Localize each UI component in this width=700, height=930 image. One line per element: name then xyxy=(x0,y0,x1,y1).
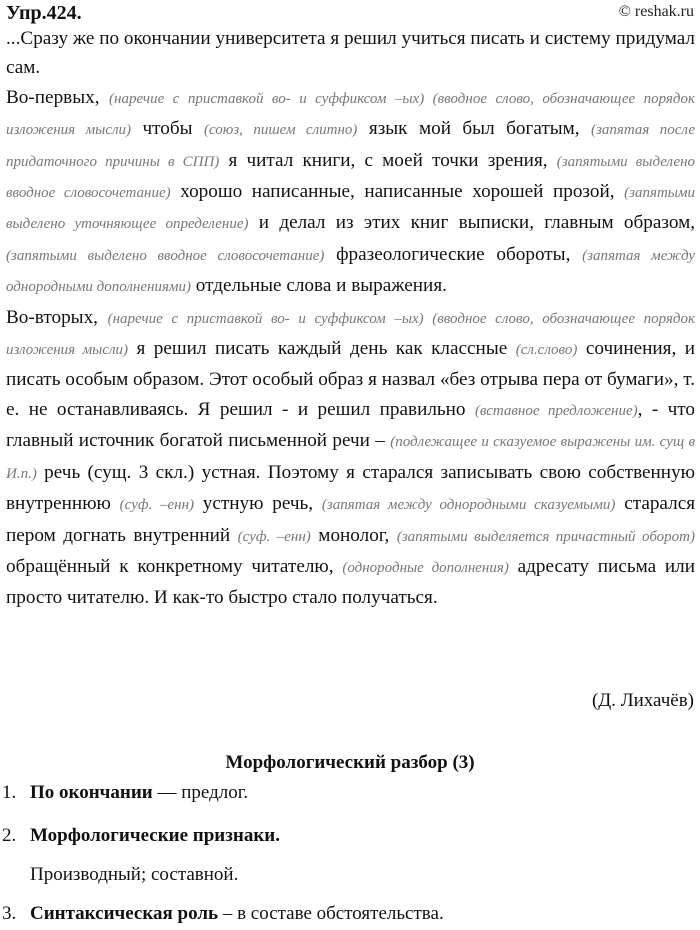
intro-paragraph: ...Сразу же по окончании университета я решил учиться писать и систему придумал сам. xyxy=(6,28,695,79)
item-number: 1. xyxy=(2,782,17,803)
grammar-note: (подлежащее и сказуемое выражены им. сущ в И.п.) xyxy=(6,434,695,482)
second-paragraph xyxy=(6,303,695,613)
exercise-text xyxy=(6,24,695,613)
exercise-title: Упр.424. xyxy=(6,2,82,24)
grammar-note: (союз, пишем слитно) xyxy=(203,122,358,139)
text-segment: хорошо написанные, написанные хорошей прозой, xyxy=(180,181,615,203)
text-segment: Во-первых, xyxy=(6,86,100,108)
text-segment: обращённый к конкретному читателю, xyxy=(6,555,334,577)
text-segment: сочинения, и писать особым образом. Этот особый образ я назвал «без отрыва пера от бумаги», т. е. не останавливаясь. Я решил - и решил правильно xyxy=(6,338,696,420)
main-paragraph xyxy=(6,83,695,303)
text-segment: монолог, xyxy=(318,524,390,546)
grammar-note: (запятыми выделено уточняющее определение) xyxy=(6,185,696,233)
text-segment: фразеологические обороты, xyxy=(336,243,571,265)
grammar-note: (запятыми выделено вводное словосочетание) xyxy=(6,247,325,264)
author-attribution: (Д. Лихачёв) xyxy=(591,690,694,711)
grammar-note: (запятая после придаточного причины в СПП) xyxy=(6,122,695,170)
analysis-item-3 xyxy=(2,903,444,925)
grammar-note: (наречие с приставкой во- и суффиксом –ых) (вводное слово, обозначающее порядок изложения мысли) xyxy=(6,310,695,359)
grammar-note: (запятая между однородными сказуемыми) xyxy=(321,497,616,514)
item-text: – в составе обстоятельства. xyxy=(218,903,444,924)
text-segment: чтобы xyxy=(142,118,193,140)
text-segment: устную речь, xyxy=(202,493,314,515)
item-term: По окончании xyxy=(30,782,153,803)
morph-analysis-title: Морфологический разбор (3) xyxy=(225,752,475,773)
analysis-item-2 xyxy=(2,825,280,847)
item-number: 2. xyxy=(2,825,17,846)
text-segment: и делал из этих книг выписки, главным образом, xyxy=(258,212,696,234)
header xyxy=(6,2,694,24)
grammar-note: (сл.слово) xyxy=(515,342,578,359)
text-segment: я читал книги, с моей точки зрения, xyxy=(228,149,548,171)
grammar-note: (запятая между однородными дополнениями) xyxy=(6,247,695,296)
grammar-note: (запятыми выделяется причастный оборот) xyxy=(396,528,695,545)
text-segment: Во-вторых, xyxy=(6,306,98,328)
text-segment: я решил писать каждый день как классные xyxy=(136,338,508,360)
item-term: Морфологические признаки. xyxy=(30,825,280,846)
grammar-note: (вставное предложение) xyxy=(474,402,638,419)
analysis-item-1 xyxy=(2,782,248,804)
text-segment: , - что главный источник богатой письменной речи – xyxy=(6,398,695,452)
text-segment: язык мой был богатым, xyxy=(368,118,580,140)
site-watermark: © reshak.ru xyxy=(618,3,694,20)
text-segment: адресату письма или просто читателю. И как-то быстро стало получаться. xyxy=(6,555,696,609)
grammar-note: (запятыми выделено вводное словосочетание) xyxy=(6,153,696,202)
grammar-note: (суф. –енн) xyxy=(237,528,311,545)
grammar-note: (однородные дополнения) xyxy=(342,559,509,576)
morph-features: Производный; составной. xyxy=(30,864,239,885)
grammar-note: (наречие с приставкой во- и суффиксом –ых) (вводное слово, обозначающее порядок изложения мысли) xyxy=(6,90,695,139)
item-number: 3. xyxy=(2,903,17,924)
item-term: Синтаксическая роль xyxy=(30,903,219,924)
grammar-note: (суф. –енн) xyxy=(119,497,195,514)
text-segment: отдельные слова и выражения. xyxy=(195,275,447,297)
text-segment: старался пером догнать внутренний xyxy=(6,493,696,546)
text-segment: речь (сущ. 3 скл.) устная. Поэтому я старался записывать свою собственную внутреннюю xyxy=(6,461,695,515)
item-text: — предлог. xyxy=(152,782,249,803)
